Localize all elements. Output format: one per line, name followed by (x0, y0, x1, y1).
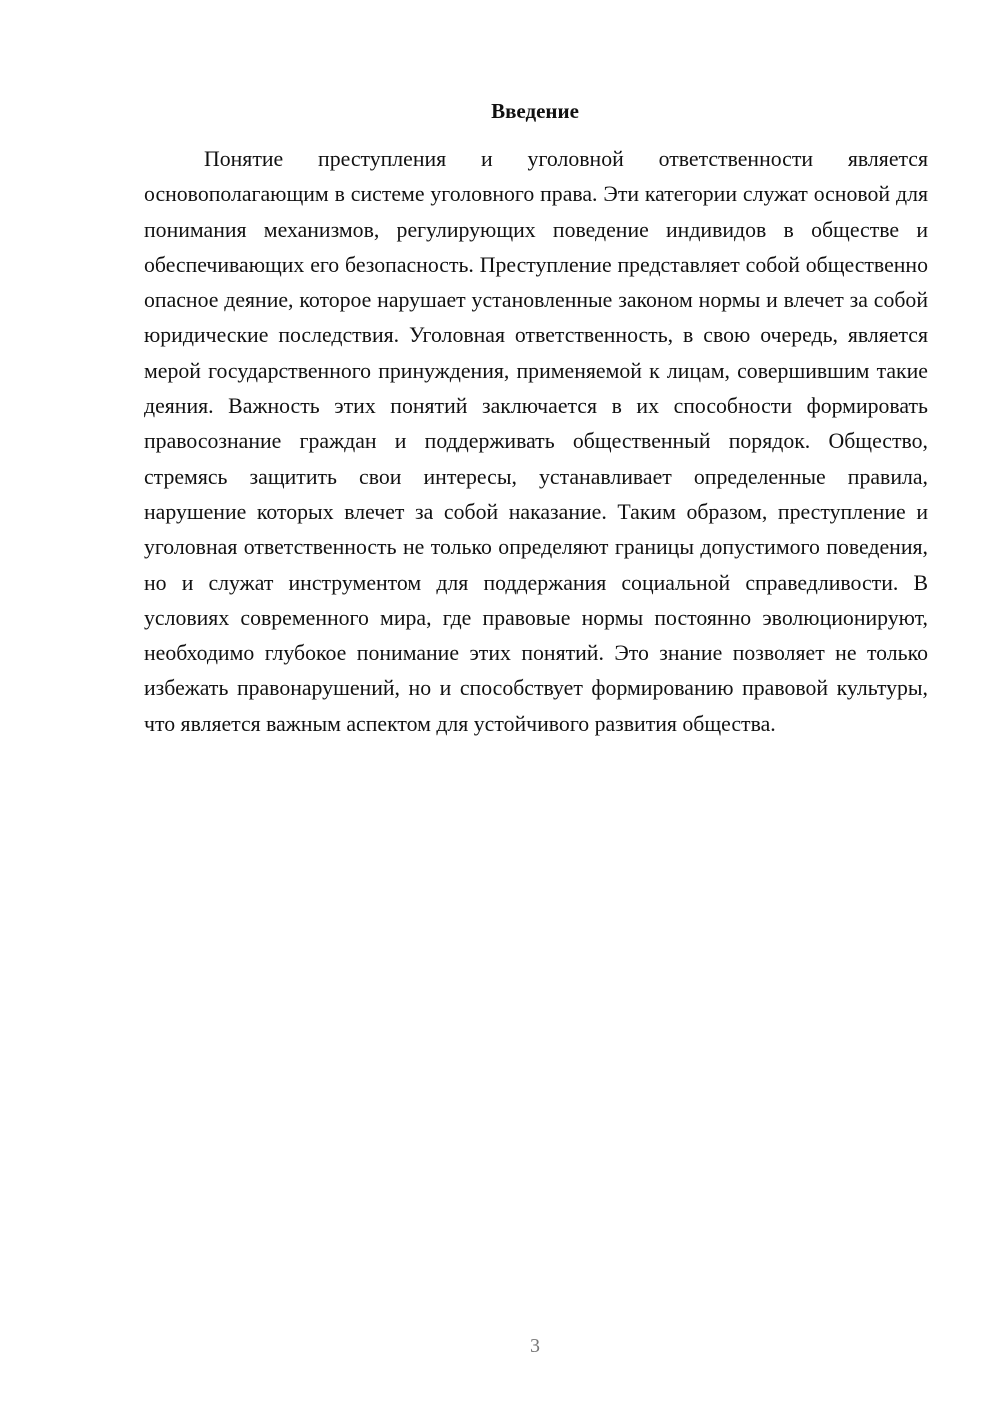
introduction-paragraph: Понятие преступления и уголовной ответственности является основополагающим в системе уголовного права. Эти категории служат основой для понимания механизмов, регулирующих поведение индивидов в обществе и обеспечивающих его безопасность. Преступление представляет собой общественно опасное деяние, которое нарушает установленные законом нормы и влечет за собой юридические последствия. Уголовная ответственность, в свою очередь, является мерой государственного принуждения, применяемой к лицам, совершившим такие деяния. Важность этих понятий заключается в их способности формировать правосознание граждан и поддерживать общественный порядок. Общество, стремясь защитить свои интересы, устанавливает определенные правила, нарушение которых влечет за собой наказание. Таким образом, преступление и уголовная ответственность не только определяют границы допустимого поведения, но и служат инструментом для поддержания социальной справедливости. В условиях современного мира, где правовые нормы постоянно эволюционируют, необходимо глубокое понимание этих понятий. Это знание позволяет не только избежать правонарушений, но и способствует формированию правовой культуры, что является важным аспектом для устойчивого развития общества. (144, 147, 928, 736)
page-number: 3 (530, 1335, 540, 1357)
section-heading: Введение (491, 99, 579, 123)
